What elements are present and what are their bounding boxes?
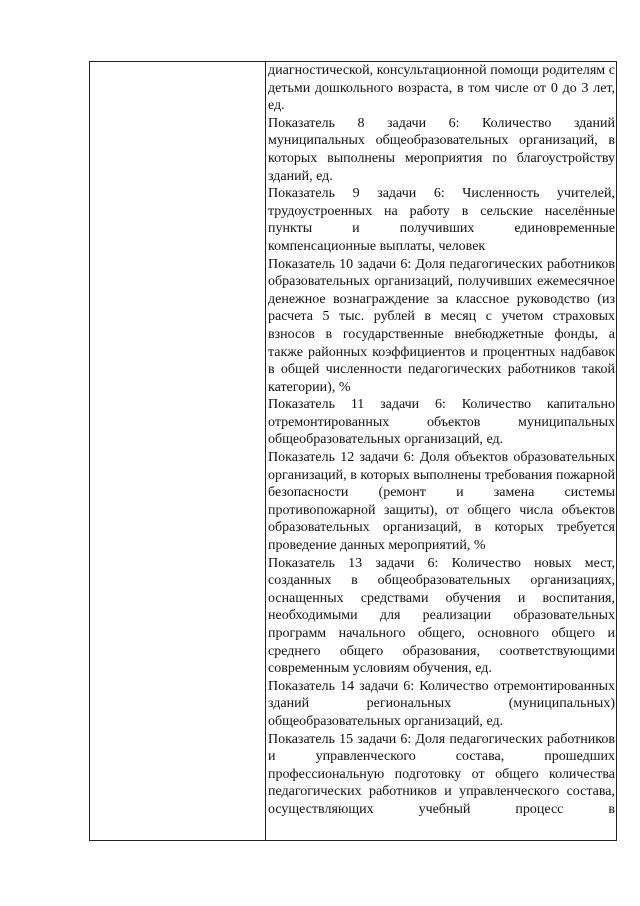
paragraph-continuation: диагностической, консультационной помощи родителям с детьми дошкольного возраста, в том числе от 0 до 3 лет, ед. [268, 63, 615, 114]
paragraph-indicator-12: Показатель 12 задачи 6: Доля объектов образовательных организаций, в которых выполнены требования пожарной безопасности (ремонт и замена системы противопожарной защиты), от общего числа объектов образовательных организаций, в которых требуется проведение данных мероприятий, % [268, 450, 615, 554]
table-left-cell [90, 62, 265, 840]
paragraph-indicator-13: Показатель 13 задачи 6: Количество новых мест, созданных в общеобразовательных организациях, оснащенных средствами обучения и воспитания, необходимыми для реализации образовательных программ начального общего, основного общего и среднего общего образования, соответствующими современным условиям обучения, ед. [268, 555, 615, 677]
paragraph-indicator-11: Показатель 11 задачи 6: Количество капитально отремонтированных объектов муниципальных общеобразовательных организаций, ед. [268, 397, 615, 448]
paragraph-indicator-8: Показатель 8 задачи 6: Количество зданий муниципальных общеобразовательных организаций, в которых выполнены мероприятия по благоустройству зданий, ед. [268, 115, 615, 184]
paragraph-indicator-14: Показатель 14 задачи 6: Количество отремонтированных зданий региональных (муниципальных) общеобразовательных организаций, ед. [268, 678, 615, 729]
paragraph-indicator-15: Показатель 15 задачи 6: Доля педагогических работников и управленческого состава, прошедших профессиональную подготовку от общего количества педагогических работников и управленческого состава, осуществляющих учебный процесс в [268, 731, 615, 817]
column-divider [265, 62, 266, 840]
paragraph-indicator-10: Показатель 10 задачи 6: Доля педагогических работников образовательных организаций, получивших ежемесячное денежное вознаграждение за классное руководство (из расчета 5 тыс. рублей в месяц с учетом страховых взносов в государственные внебюджетные фонды, а также районных коэффициентов и процентных надбавок в общей численности педагогических работников такой категории), % [268, 256, 615, 395]
table-right-cell [268, 62, 615, 840]
document-table [89, 61, 617, 841]
paragraph-indicator-9: Показатель 9 задачи 6: Численность учителей, трудоустроенных на работу в сельские населённые пункты и получивших единовременные компенсационные выплаты, человек [268, 186, 615, 254]
